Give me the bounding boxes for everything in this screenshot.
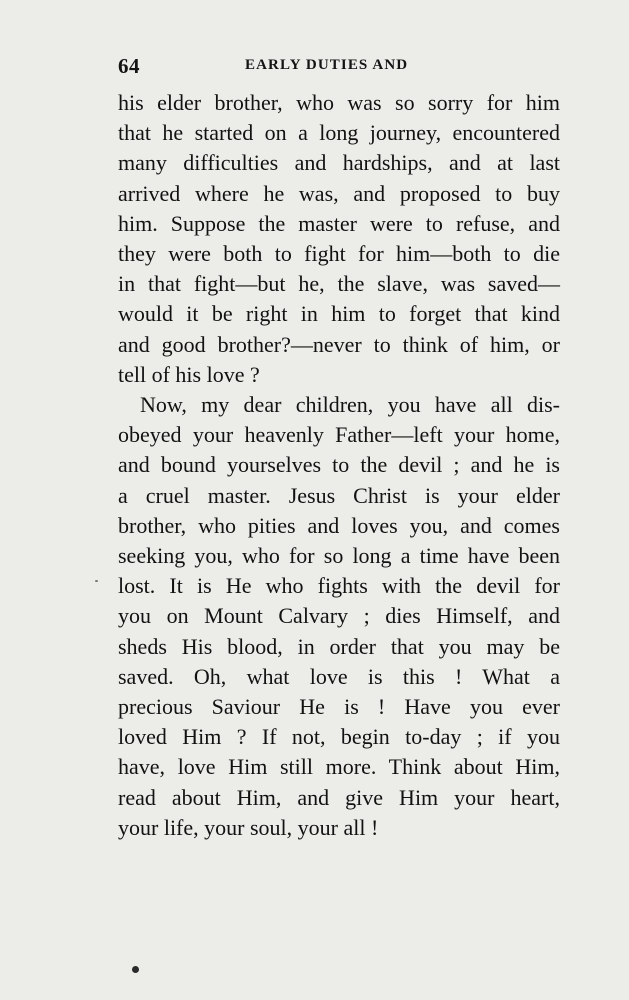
ink-speck (95, 580, 98, 582)
page-header (118, 54, 558, 80)
text-line: his elder brother, who was so sorry for him (118, 90, 560, 115)
text-line: obeyed your heavenly Father—left your home, (118, 422, 560, 448)
text-line: they were both to fight for him—both to die (118, 241, 560, 267)
text-line: brother, who pities and loves you, and comes (118, 512, 560, 538)
text-line: Now, my dear children, you have all dis- (140, 392, 560, 418)
text-line: you on Mount Calvary ; dies Himself, and (118, 603, 560, 629)
text-line: him. Suppose the master were to refuse, and (118, 210, 560, 236)
running-head: EARLY DUTIES AND (245, 57, 409, 73)
text-line: seeking you, who for so long a time have been (118, 543, 560, 569)
text-line: loved Him ? If not, begin to-day ; if you (118, 724, 560, 750)
text-line: in that fight—but he, the slave, was saved— (118, 271, 560, 297)
text-line: and good brother?—never to think of him, or (118, 331, 560, 357)
text-line: have, love Him still more. Think about Him, (118, 754, 560, 780)
text-line: many difficulties and hardships, and at last (118, 150, 560, 176)
text-line: would it be right in him to forget that kind (118, 301, 560, 327)
page-number: 64 (118, 54, 140, 78)
body-text (118, 88, 560, 843)
text-line: precious Saviour He is ! Have you ever (118, 694, 560, 720)
text-line: read about Him, and give Him your heart, (118, 784, 560, 810)
text-line: saved. Oh, what love is this ! What a (118, 663, 560, 689)
text-line: your life, your soul, your all ! (118, 814, 379, 840)
text-line: sheds His blood, in order that you may be (118, 633, 560, 659)
text-line: tell of his love ? (118, 361, 260, 387)
text-line: and bound yourselves to the devil ; and he is (118, 452, 560, 478)
ink-speck (132, 966, 139, 973)
text-line: that he started on a long journey, encountered (118, 120, 560, 146)
paragraph-2 (118, 390, 560, 843)
text-line: arrived where he was, and proposed to buy (118, 180, 560, 206)
text-line: a cruel master. Jesus Christ is your elder (118, 482, 560, 508)
paragraph-1 (118, 88, 560, 390)
text-line: lost. It is He who fights with the devil for (118, 573, 560, 599)
